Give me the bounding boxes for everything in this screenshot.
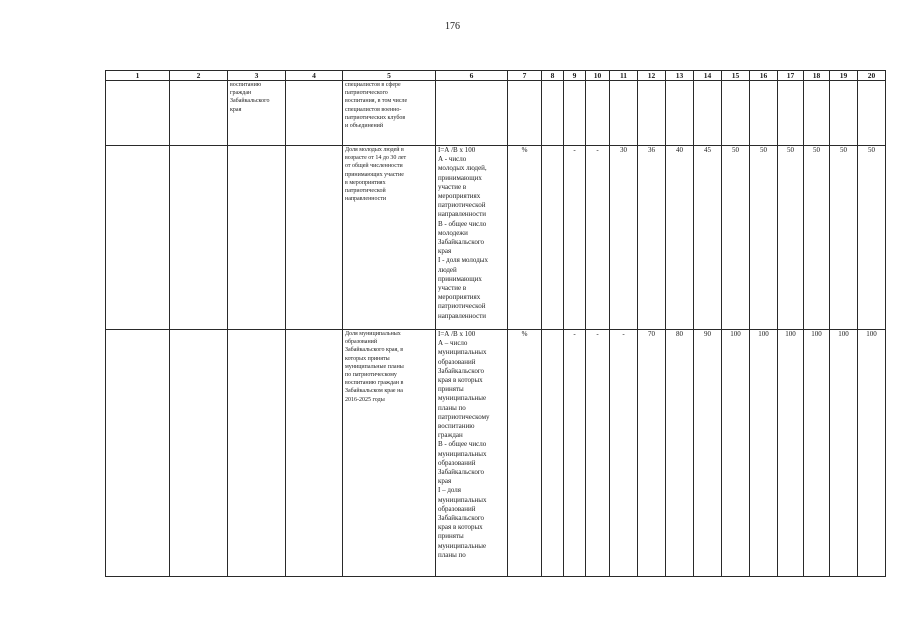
column-number: 18 xyxy=(804,71,830,81)
value-cell xyxy=(666,81,694,146)
formula-cell: I=А /В х 100 А – число муниципальных образований Забайкальского края в которых приняты муниципальные планы по патриотическому воспитанию граждан В - общее число муниципальных образований Забайкальского края I – доля муниципальных образований Забайкальского края в которых приняты муниципальные планы по xyxy=(436,330,508,577)
value-cell xyxy=(750,81,778,146)
column-number: 11 xyxy=(610,71,638,81)
column-number: 14 xyxy=(694,71,722,81)
table-row xyxy=(106,330,886,577)
value-cell xyxy=(722,81,750,146)
column-number: 6 xyxy=(436,71,508,81)
column-number: 5 xyxy=(343,71,436,81)
page-number: 176 xyxy=(445,21,460,32)
unit-cell xyxy=(508,81,542,146)
formula-cell xyxy=(436,81,508,146)
value-cell xyxy=(694,81,722,146)
column-number: 4 xyxy=(286,71,343,81)
value-cell: - xyxy=(564,330,586,577)
value-cell: - xyxy=(610,330,638,577)
value-cell xyxy=(610,81,638,146)
column-number: 9 xyxy=(564,71,586,81)
value-cell xyxy=(778,81,804,146)
column-number-row xyxy=(106,71,886,81)
program-cell xyxy=(228,146,286,330)
table-row xyxy=(106,81,886,146)
column-number: 8 xyxy=(542,71,564,81)
column-number: 13 xyxy=(666,71,694,81)
indicator-name-cell: Доля муниципальных образований Забайкальского края, в которых приняты муниципальные планы по патриотическому воспитанию граждан в Забайкальском крае на 2016-2025 годы xyxy=(343,330,436,577)
column-number: 1 xyxy=(106,71,170,81)
indicator-name-cell: Доля молодых людей в возрасте от 14 до 30 лет от общей численности принимающих участие в мероприятиях патриотической направленности xyxy=(343,146,436,330)
unit-cell: % xyxy=(508,330,542,577)
value-cell xyxy=(564,81,586,146)
value-cell: 80 xyxy=(666,330,694,577)
column-number: 10 xyxy=(586,71,610,81)
value-cell: 45 xyxy=(694,146,722,330)
value-cell xyxy=(858,81,886,146)
value-cell: 100 xyxy=(778,330,804,577)
value-cell: 40 xyxy=(666,146,694,330)
value-cell xyxy=(830,81,858,146)
value-cell: 36 xyxy=(638,146,666,330)
value-cell: 50 xyxy=(750,146,778,330)
column-number: 16 xyxy=(750,71,778,81)
column-number: 2 xyxy=(170,71,228,81)
table-row xyxy=(106,146,886,330)
column-number: 12 xyxy=(638,71,666,81)
value-cell xyxy=(804,81,830,146)
formula-cell: I=А /В х 100 А - число молодых людей, принимающих участие в мероприятиях патриотической направленности В - общее число молодежи Забайкальского края I - доля молодых людей принимающих участие в мероприятиях патриотической направленности xyxy=(436,146,508,330)
column-number: 19 xyxy=(830,71,858,81)
value-cell: 50 xyxy=(830,146,858,330)
value-cell xyxy=(542,146,564,330)
value-cell: 100 xyxy=(750,330,778,577)
column-number: 7 xyxy=(508,71,542,81)
unit-cell: % xyxy=(508,146,542,330)
value-cell xyxy=(542,330,564,577)
column-number: 15 xyxy=(722,71,750,81)
value-cell: 30 xyxy=(610,146,638,330)
value-cell xyxy=(586,81,610,146)
value-cell: 90 xyxy=(694,330,722,577)
value-cell: 70 xyxy=(638,330,666,577)
column-number: 20 xyxy=(858,71,886,81)
indicator-name-cell: специалистов в сфере патриотического воспитания, в том числе специалистов военно- патриотических клубов и объединений xyxy=(343,81,436,146)
program-cell: воспитанию граждан Забайкальского края xyxy=(228,81,286,146)
value-cell xyxy=(542,81,564,146)
value-cell: 100 xyxy=(804,330,830,577)
value-cell: 50 xyxy=(804,146,830,330)
value-cell: 100 xyxy=(858,330,886,577)
value-cell: - xyxy=(586,146,610,330)
value-cell: 100 xyxy=(722,330,750,577)
value-cell: - xyxy=(586,330,610,577)
program-cell xyxy=(228,330,286,577)
value-cell xyxy=(638,81,666,146)
value-cell: 50 xyxy=(722,146,750,330)
column-number: 3 xyxy=(228,71,286,81)
value-cell: 50 xyxy=(858,146,886,330)
indicator-table xyxy=(105,70,886,577)
value-cell: 100 xyxy=(830,330,858,577)
column-number: 17 xyxy=(778,71,804,81)
value-cell: - xyxy=(564,146,586,330)
value-cell: 50 xyxy=(778,146,804,330)
